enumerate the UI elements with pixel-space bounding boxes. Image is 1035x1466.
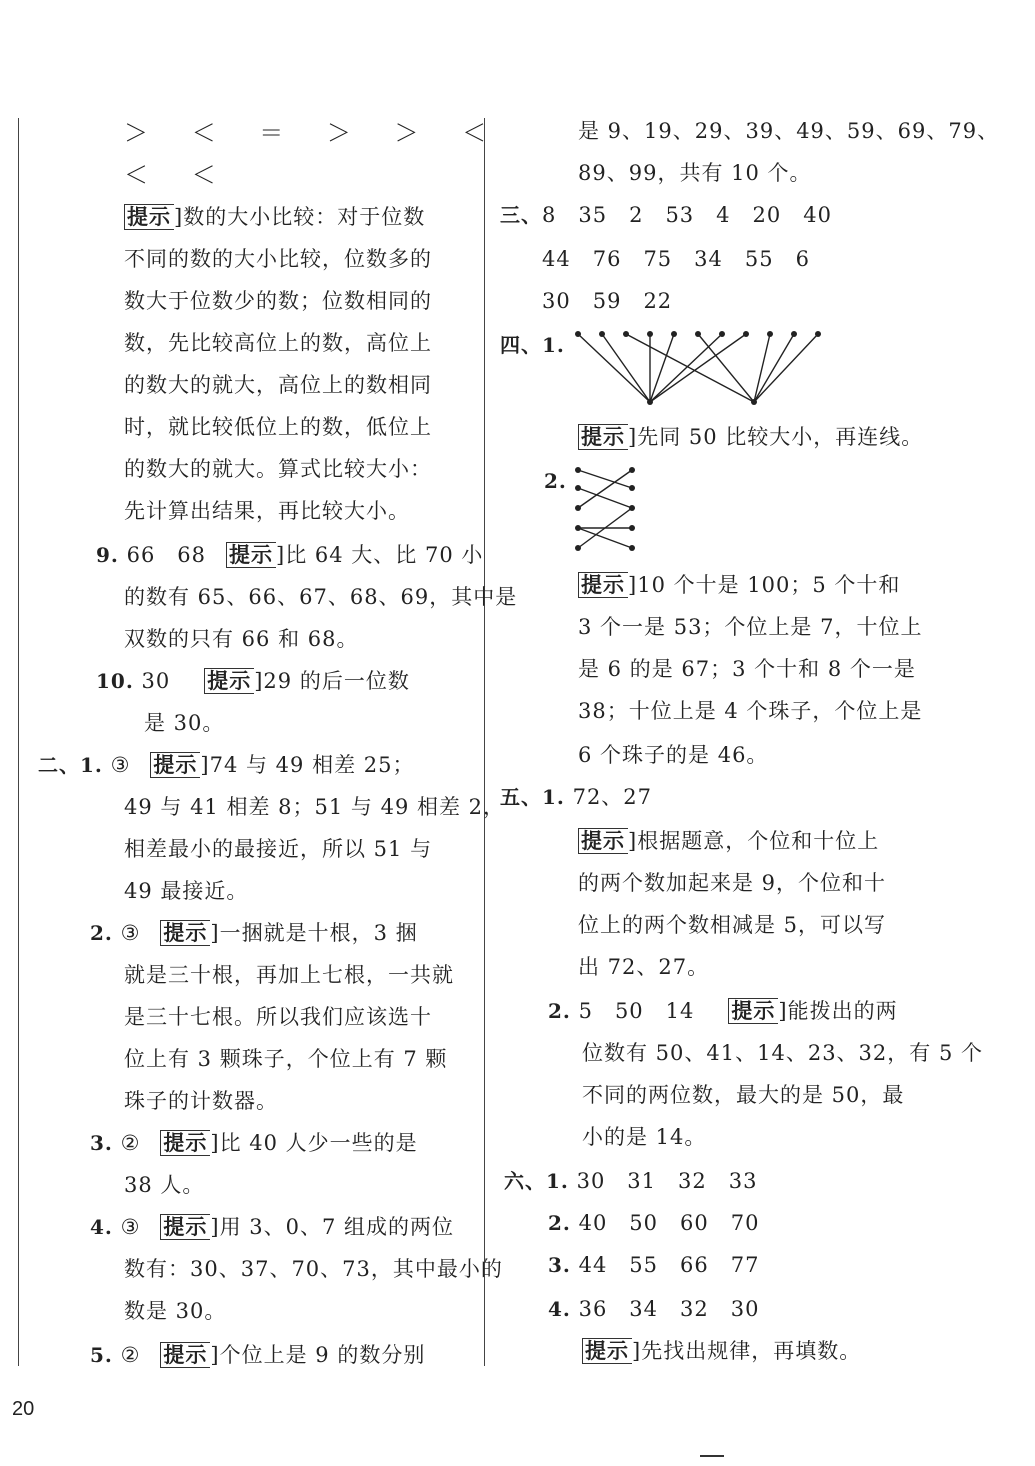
s2q2-text-line: 就是三十根，再加上七根，一共就 (124, 963, 454, 987)
q8-text-line: 不同的数的大小比较，位数多的 (124, 247, 432, 271)
s4q2-text-line: 3 个一是 53；个位上是 7，十位上 (578, 615, 923, 639)
q8-text-line: 数的大小比较：对于位数 (183, 205, 426, 229)
section-4-label: 四、1. (500, 333, 565, 357)
tip-label: 提示 (160, 920, 210, 946)
s2q5-tip-text: 个位上是 9 的数分别 (219, 1343, 426, 1367)
section-3-label: 三、 (500, 203, 542, 227)
tip-label: 提示 (578, 424, 628, 450)
s5q1-text-line: 位上的两个数相减是 5，可以写 (578, 913, 887, 937)
continued-text-line: 是 9、19、29、39、49、59、69、79、 (578, 119, 1000, 143)
s2q3-number: 3. (90, 1131, 113, 1155)
s6q4-values: 36 34 32 30 (578, 1297, 760, 1321)
s5q2-number: 2. (548, 999, 571, 1023)
s3-row1 (500, 200, 832, 230)
q8-tip-line (124, 202, 425, 232)
s5q2-tip-text: 能拨出的两 (787, 999, 898, 1023)
q10-line (96, 666, 410, 696)
q10-number: 10. (96, 669, 134, 693)
s3-row3: 30 59 22 (542, 289, 673, 313)
s2q3-answer: ② (120, 1131, 141, 1155)
continued-text-line: 89、99，共有 10 个。 (578, 161, 812, 185)
s2q3-text-line: 38 人。 (124, 1173, 205, 1197)
s2q4-answer: ③ (120, 1215, 141, 1239)
tip-label: 提示 (150, 752, 200, 778)
q8-text-line: 的数大的就大，高位上的数相同 (124, 373, 432, 397)
s6-tip-line (582, 1336, 861, 1366)
q8-text-line: 先计算出结果，再比较大小。 (124, 499, 410, 523)
q10-tip-text: 29 的后一位数 (263, 669, 410, 693)
s6q2-values: 40 50 60 70 (578, 1211, 760, 1235)
s2q3-line (90, 1128, 418, 1158)
footer-mark (700, 1455, 724, 1457)
s6q3-values: 44 55 66 77 (578, 1253, 760, 1277)
section-2-label: 二、1. (38, 753, 103, 777)
s5q1-tip-text: 根据题意，个位和十位上 (637, 829, 880, 853)
compare-symbols-row2: ＜ ＜ (124, 161, 234, 189)
s5q2-answer: 5 50 14 (578, 999, 695, 1023)
q9-text-line: 双数的只有 66 和 68。 (124, 627, 359, 651)
section-6-label: 六、1. (504, 1169, 569, 1193)
s2q2-answer: ③ (120, 921, 141, 945)
q8-text-line: 时，就比较低位上的数，低位上 (124, 415, 432, 439)
s2q5-line (90, 1340, 425, 1370)
s4q1-tip-line (578, 422, 923, 452)
tip-label: 提示 (160, 1214, 210, 1240)
s2q2-text-line: 珠子的计数器。 (124, 1089, 278, 1113)
s5q1-text-line: 出 72、27。 (578, 955, 710, 979)
s3-row2: 44 76 75 34 55 6 (542, 247, 810, 271)
right-column (484, 0, 1035, 1466)
s2q4-text-line: 数有：30、37、70、73，其中最小的 (124, 1257, 503, 1281)
s4q2-text-line: 38；十位上是 4 个珠子，个位上是 (578, 699, 923, 723)
q10-answer: 30 (141, 669, 171, 693)
s4q1-label-line (500, 330, 565, 360)
s4q1-tip-text: 先同 50 比较大小，再连线。 (637, 425, 924, 449)
tip-label: 提示 (582, 1338, 632, 1364)
matching-diagram-2 (572, 464, 642, 554)
s6q3-line (548, 1250, 759, 1280)
tip-label: 提示 (160, 1130, 210, 1156)
s6q2-number: 2. (548, 1211, 571, 1235)
s4q2-text-line: 是 6 的是 67；3 个十和 8 个一是 (578, 657, 916, 681)
s2q3-tip-text: 比 40 人少一些的是 (219, 1131, 418, 1155)
s2q2-text-line: 是三十七根。所以我们应该选十 (124, 1005, 432, 1029)
tip-label: 提示 (204, 668, 254, 694)
q9-number: 9. (96, 543, 119, 567)
s4q2-tip-text: 10 个十是 100；5 个十和 (637, 573, 901, 597)
s2q4-number: 4. (90, 1215, 113, 1239)
s4q2-label-line (544, 466, 567, 496)
s2q2-line (90, 918, 418, 948)
q8-text-line: 数大于位数少的数；位数相同的 (124, 289, 432, 313)
tip-label: 提示 (226, 542, 276, 568)
tip-label: 提示 (578, 828, 628, 854)
tip-label: 提示 (124, 204, 174, 230)
s6q1-values: 30 31 32 33 (576, 1169, 758, 1193)
s2q1-text-line: 49 最接近。 (124, 879, 249, 903)
s6q3-number: 3. (548, 1253, 571, 1277)
s2q5-answer: ② (120, 1343, 141, 1367)
s6-tip-text: 先找出规律，再填数。 (641, 1339, 862, 1363)
s5q1-answer: 72、27 (572, 785, 653, 809)
page-number: 20 (12, 1398, 35, 1420)
s5q2-line (548, 996, 898, 1026)
q9-tip-text: 比 64 大、比 70 小 (285, 543, 484, 567)
s2q1-answer: ③ (110, 753, 131, 777)
tip-label: 提示 (728, 998, 778, 1024)
compare-symbols-row1: ＞ ＜ ＝ ＞ ＞ ＜ (124, 119, 505, 147)
s5q1-text-line: 的两个数加起来是 9，个位和十 (578, 871, 887, 895)
s5q2-text-line: 位数有 50、41、14、23、32，有 5 个 (582, 1041, 983, 1065)
s2q1-tip-text: 74 与 49 相差 25； (209, 753, 415, 777)
s6q4-line (548, 1294, 759, 1324)
matching-diagram-1 (572, 322, 832, 412)
s2q4-line (90, 1212, 454, 1242)
s2q1-text-line: 49 与 41 相差 8；51 与 49 相差 2， (124, 795, 506, 819)
s6q2-line (548, 1208, 759, 1238)
q10-text-line: 是 30。 (144, 711, 225, 735)
s2q2-text-line: 位上有 3 颗珠子，个位上有 7 颗 (124, 1047, 448, 1071)
q9-line (96, 540, 483, 570)
q8-text-line: 的数大的就大。算式比较大小： (124, 457, 432, 481)
s4q2-text-line: 6 个珠子的是 46。 (578, 743, 769, 767)
s2q4-tip-text: 用 3、0、7 组成的两位 (219, 1215, 455, 1239)
q8-text-line: 数，先比较高位上的数，高位上 (124, 331, 432, 355)
s6q1-line (504, 1166, 757, 1196)
q9-text-line: 的数有 65、66、67、68、69，其中是 (124, 585, 518, 609)
s2q4-text-line: 数是 30。 (124, 1299, 227, 1323)
s2q2-tip-text: 一捆就是十根，3 捆 (219, 921, 418, 945)
s5q2-text-line: 小的是 14。 (582, 1125, 707, 1149)
s4q2-number: 2. (544, 469, 567, 493)
s5q1-line (500, 782, 652, 812)
s5q1-tip-line (578, 826, 879, 856)
s6q4-number: 4. (548, 1297, 571, 1321)
s5q2-text-line: 不同的两位数，最大的是 50，最 (582, 1083, 905, 1107)
section-5-label: 五、1. (500, 785, 565, 809)
s2q1-text-line: 相差最小的最接近，所以 51 与 (124, 837, 433, 861)
q9-answer: 66 68 (126, 543, 207, 567)
s2q2-number: 2. (90, 921, 113, 945)
tip-label: 提示 (578, 572, 628, 598)
tip-label: 提示 (160, 1342, 210, 1368)
s2q5-number: 5. (90, 1343, 113, 1367)
s4q2-tip-line (578, 570, 900, 600)
s2q1-line (38, 750, 414, 780)
s3-values: 8 35 2 53 4 20 40 (542, 203, 832, 227)
